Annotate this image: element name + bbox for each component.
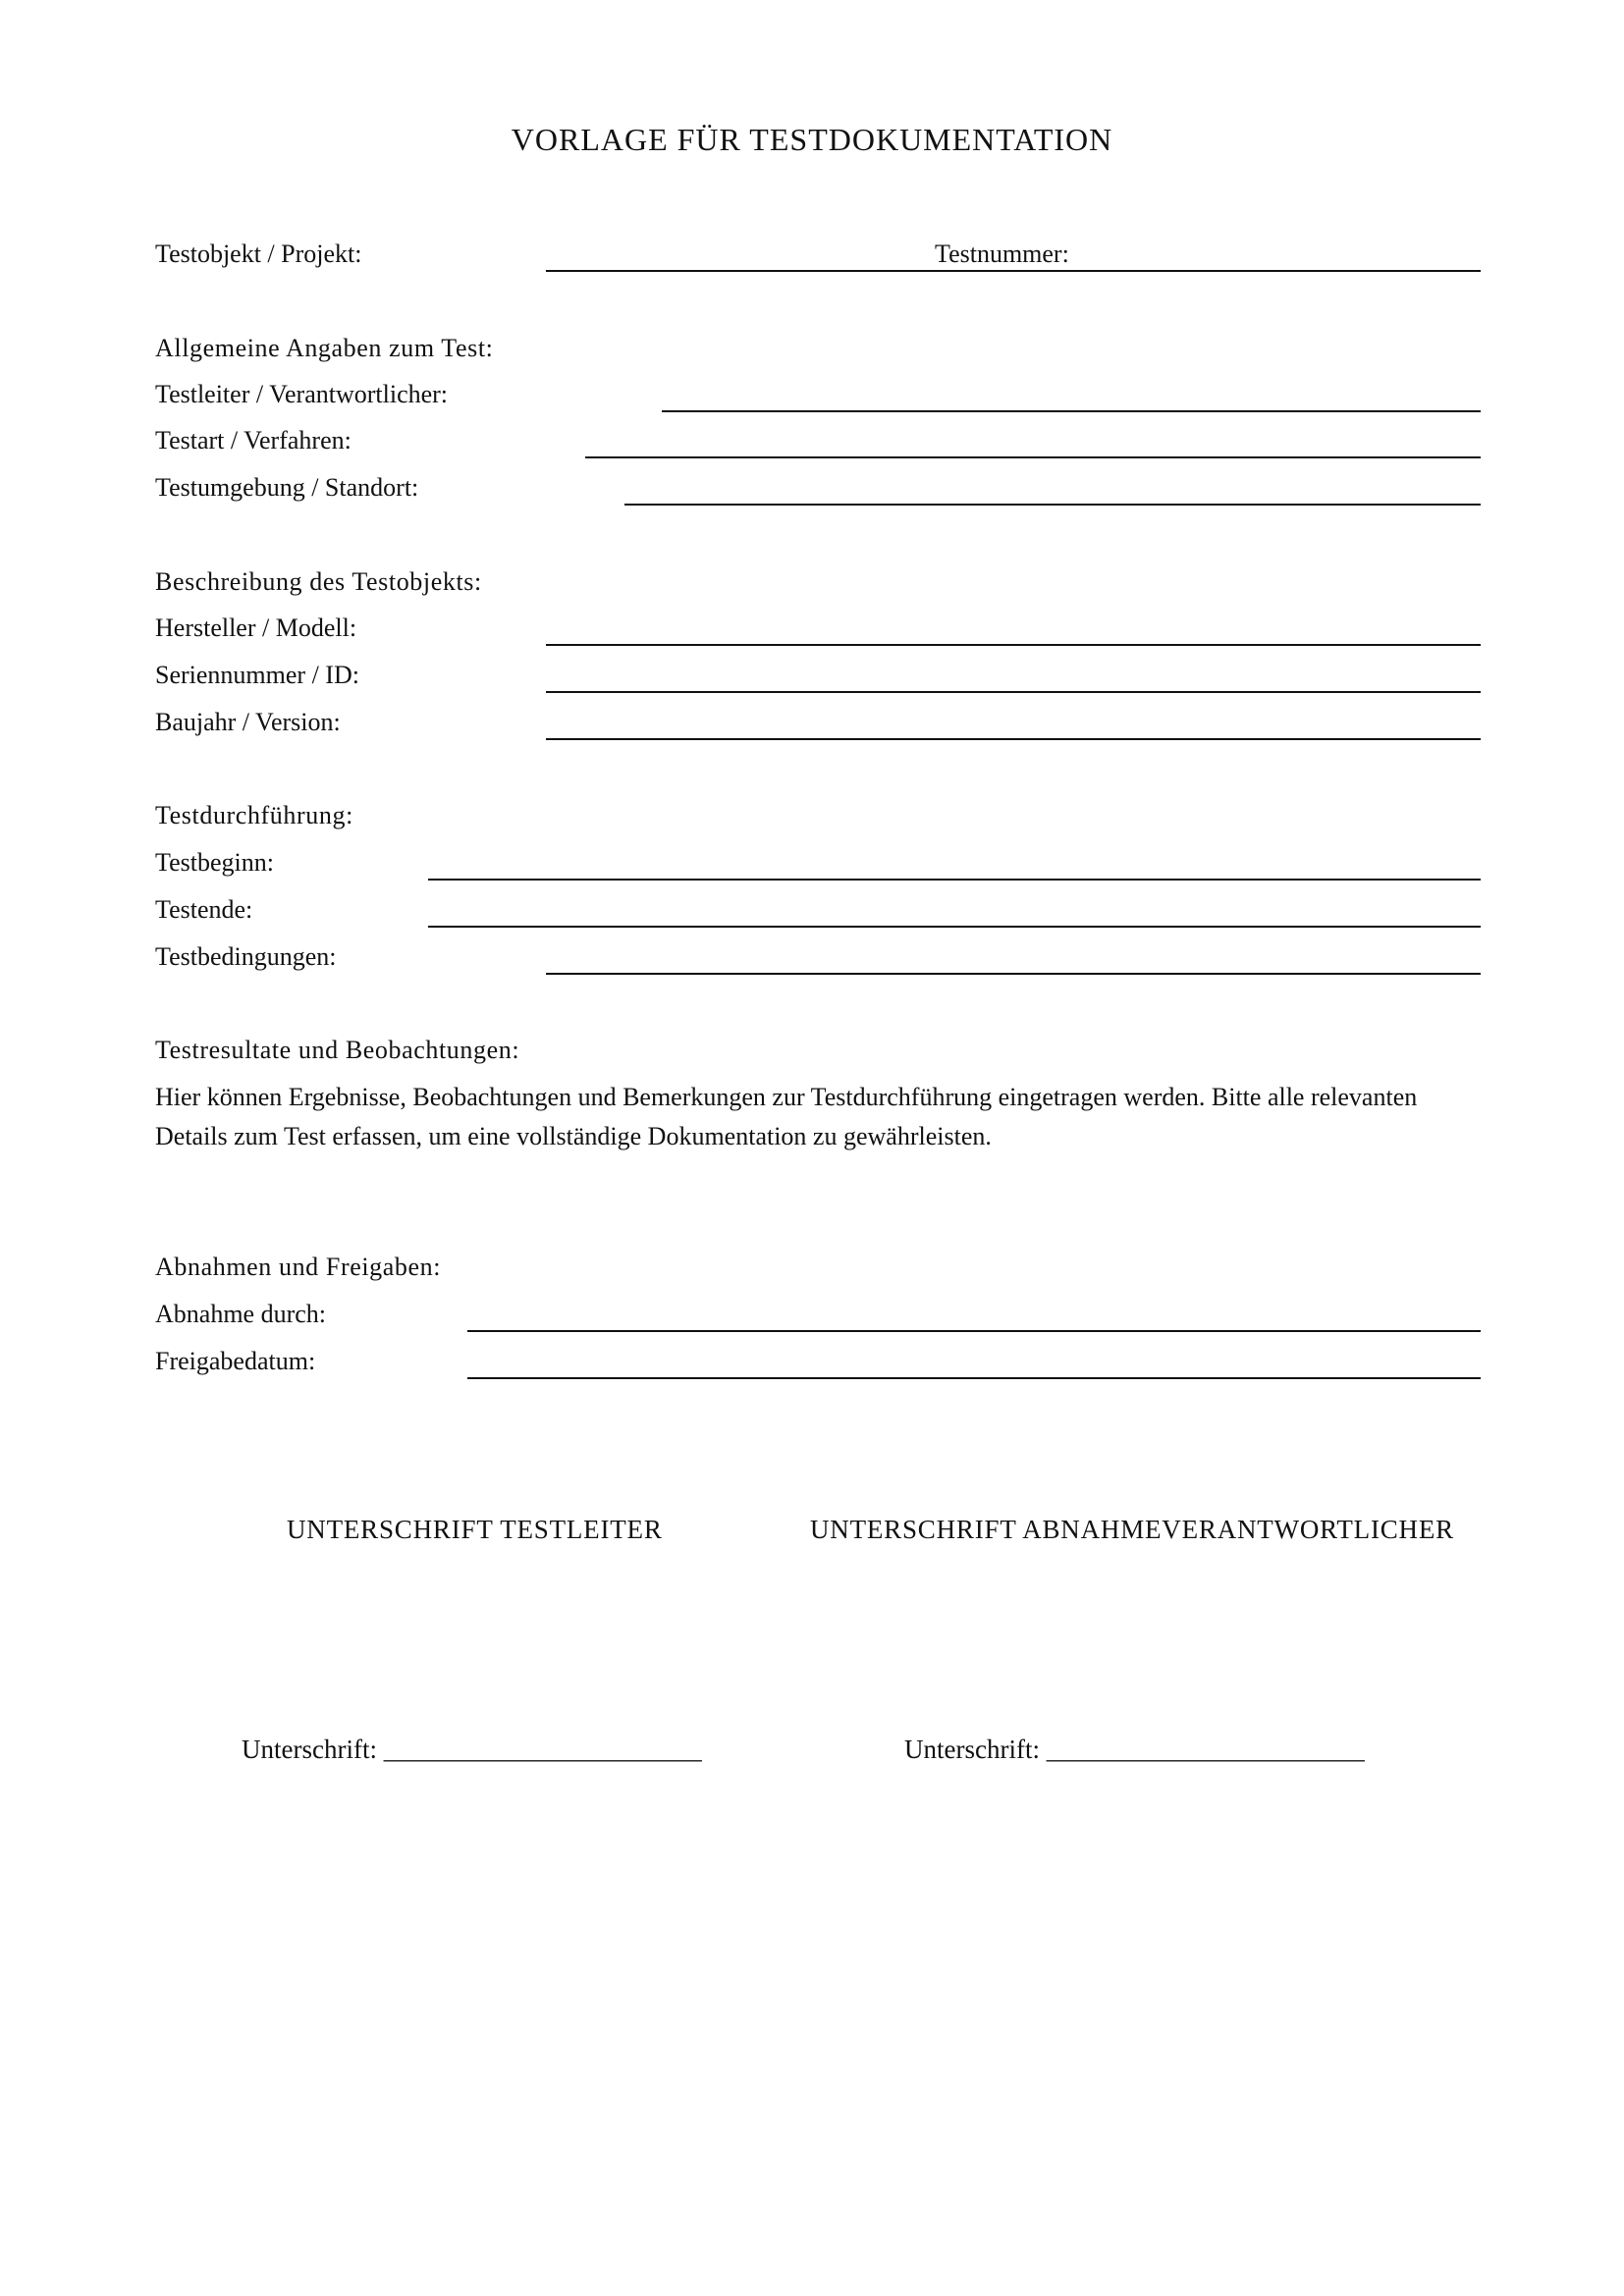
field-label-seriennummer: Seriennummer / ID:	[155, 661, 359, 689]
signature-line-abnahme[interactable]: Unterschrift: ________________________	[904, 1735, 1365, 1764]
field-label-testbedingungen: Testbedingungen:	[155, 942, 337, 971]
testart-input-line[interactable]	[585, 456, 1481, 458]
document-title: VORLAGE FÜR TESTDOKUMENTATION	[511, 122, 1113, 157]
approvals-section-heading: Abnahmen und Freigaben:	[155, 1253, 442, 1281]
field-label-testleiter: Testleiter / Verantwortlicher:	[155, 380, 449, 408]
testbedingungen-input-line[interactable]	[546, 973, 1481, 975]
baujahr-input-line[interactable]	[546, 738, 1481, 740]
field-label-testende: Testende:	[155, 895, 253, 924]
field-label-baujahr: Baujahr / Version:	[155, 708, 341, 736]
project-input-line[interactable]	[546, 270, 1481, 272]
field-label-testart: Testart / Verfahren:	[155, 426, 352, 454]
testleiter-input-line[interactable]	[662, 410, 1481, 412]
field-label-testbeginn: Testbeginn:	[155, 848, 274, 877]
freigabedatum-input-line[interactable]	[467, 1377, 1481, 1379]
field-label-hersteller: Hersteller / Modell:	[155, 614, 357, 642]
signature-heading-abnahme: UNTERSCHRIFT ABNAHMEVERANTWORTLICHER	[810, 1515, 1454, 1544]
field-label-testumgebung: Testumgebung / Standort:	[155, 473, 419, 502]
general-section-heading: Allgemeine Angaben zum Test:	[155, 334, 494, 362]
seriennummer-input-line[interactable]	[546, 691, 1481, 693]
signature-line-testleiter[interactable]: Unterschrift: ________________________	[242, 1735, 702, 1764]
results-section-heading: Testresultate und Beobachtungen:	[155, 1036, 520, 1064]
project-label: Testobjekt / Projekt:	[155, 240, 362, 268]
testbeginn-input-line[interactable]	[428, 879, 1481, 881]
testumgebung-input-line[interactable]	[624, 504, 1481, 506]
abnahme-input-line[interactable]	[467, 1330, 1481, 1332]
field-label-abnahme: Abnahme durch:	[155, 1300, 327, 1328]
hersteller-input-line[interactable]	[546, 644, 1481, 646]
results-text[interactable]: Hier können Ergebnisse, Beobachtungen und Bemerkungen zur Testdurchführung eingetragen werden. Bitte alle relevanten Details zum Test erfassen, um eine vollständige Dokumentation zu gewährleisten.	[155, 1083, 1418, 1150]
execution-section-heading: Testdurchführung:	[155, 801, 353, 829]
test-number-label: Testnummer:	[935, 240, 1069, 268]
signature-heading-testleiter: UNTERSCHRIFT TESTLEITER	[287, 1515, 663, 1544]
object-section-heading: Beschreibung des Testobjekts:	[155, 567, 482, 596]
testende-input-line[interactable]	[428, 926, 1481, 928]
field-label-freigabedatum: Freigabedatum:	[155, 1347, 316, 1375]
